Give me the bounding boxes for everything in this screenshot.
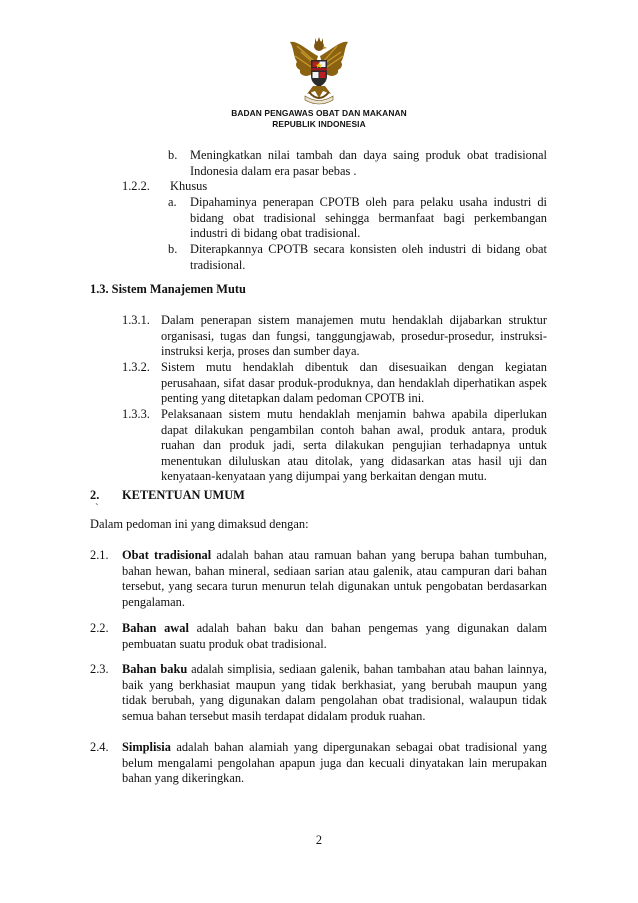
section-title-ketentuan-umum: KETENTUAN UMUM	[122, 488, 245, 502]
specific-objective-b: Diterapkannya CPOTB secara konsisten oleh industri di bidang obat tradisional.	[190, 242, 547, 272]
definition-number-2-4: 2.4.	[90, 740, 109, 754]
definition-2-4	[122, 740, 547, 787]
definitions-intro: Dalam pedoman ini yang dimaksud dengan:	[90, 517, 309, 531]
definition-number-2-3: 2.3.	[90, 662, 109, 676]
definition-2-3	[122, 662, 547, 724]
section-number-1-3-3: 1.3.3.	[122, 407, 150, 421]
agency-name: BADAN PENGAWAS OBAT DAN MAKANAN	[231, 108, 407, 118]
definition-number-2-1: 2.1.	[90, 548, 109, 562]
section-number-1-2-2: 1.2.2.	[122, 179, 150, 193]
section-number-1-3-1: 1.3.1.	[122, 313, 150, 327]
definition-text: adalah bahan baku dan bahan pengemas yang digunakan dalam pembuatan suatu produk obat tradisional.	[122, 621, 547, 651]
objective-b-text: Meningkatkan nilai tambah dan daya saing produk obat tradisional Indonesia dalam era pasar bebas .	[190, 148, 547, 178]
section-heading-1-3: 1.3. Sistem Manajemen Mutu	[90, 282, 246, 296]
definition-text: adalah simplisia, sediaan galenik, bahan tambahan atau bahan lainnya, baik yang berkhasiat maupun yang tidak berkhasiat, yang berubah maupun yang tidak berubah, yang digunakan dalam pengolahan obat tradisional, walaupun tidak semua bahan tersebut masih terdapat didalam produk ruahan.	[122, 662, 547, 723]
section-number-1-3-2: 1.3.2.	[122, 360, 150, 374]
definition-text: adalah bahan alamiah yang dipergunakan sebagai obat tradisional yang belum mengalami pengolahan apapun juga dan kecuali dinyatakan lain merupakan bahan yang dikeringkan.	[122, 740, 547, 786]
definition-2-2	[122, 621, 547, 652]
section-text-1-3-2: Sistem mutu hendaklah dibentuk dan disesuaikan dengan kegiatan perusahaan, sifat dasar produk-produknya, dan hendaklah diperhatikan aspek penting yang ditetapkan dalam pedoman CPOTB ini.	[161, 360, 547, 406]
section-text-1-3-1: Dalam penerapan sistem manajemen mutu hendaklah dijabarkan struktur organisasi, tugas dan fungsi, tanggungjawab, prosedur-prosedur, instruksi-instruksi kerja, proses dan sumber daya.	[161, 313, 547, 359]
country-name: REPUBLIK INDONESIA	[272, 119, 366, 129]
list-label-b: b.	[168, 148, 178, 162]
section-number-2: 2.	[90, 488, 100, 502]
page-number: 2	[315, 833, 323, 847]
definition-term: Obat tradisional	[122, 548, 212, 562]
list-label-a: a.	[168, 195, 177, 209]
section-text-1-3-3: Pelaksanaan sistem mutu hendaklah menjamin bahwa apabila diperlukan dapat dilakukan pengambilan contoh bahan awal, produk antara, produk ruahan dan produk jadi, serta dilakukan pengujian terhadapnya untuk menentukan diluluskan atau ditolak, yang didasarkan atas hasil uji dan kenyataan-kenyataan yang dijumpai yang berkaitan dengan mutu.	[161, 407, 547, 484]
definition-number-2-2: 2.2.	[90, 621, 109, 635]
definition-term: Simplisia	[122, 740, 171, 754]
specific-objective-a: Dipahaminya penerapan CPOTB oleh para pelaku usaha industri di bidang obat tradisional sehingga bermanfaat bagi perkembangan industri di bidang obat tradisional.	[190, 195, 547, 241]
stray-mark: `	[95, 502, 99, 514]
definition-text: adalah bahan atau ramuan bahan yang berupa bahan tumbuhan, bahan hewan, bahan mineral, sediaan sarian atau galenik, atau campuran dari bahan tersebut, yang secara turun menurun telah digunakan untuk pengobatan berdasarkan pengalaman.	[122, 548, 547, 609]
section-title-khusus: Khusus	[170, 179, 208, 193]
definition-term: Bahan awal	[122, 621, 189, 635]
definition-2-1	[122, 548, 547, 610]
garuda-emblem-icon	[287, 34, 351, 106]
definition-term: Bahan baku	[122, 662, 188, 676]
list-label-b: b.	[168, 242, 178, 256]
